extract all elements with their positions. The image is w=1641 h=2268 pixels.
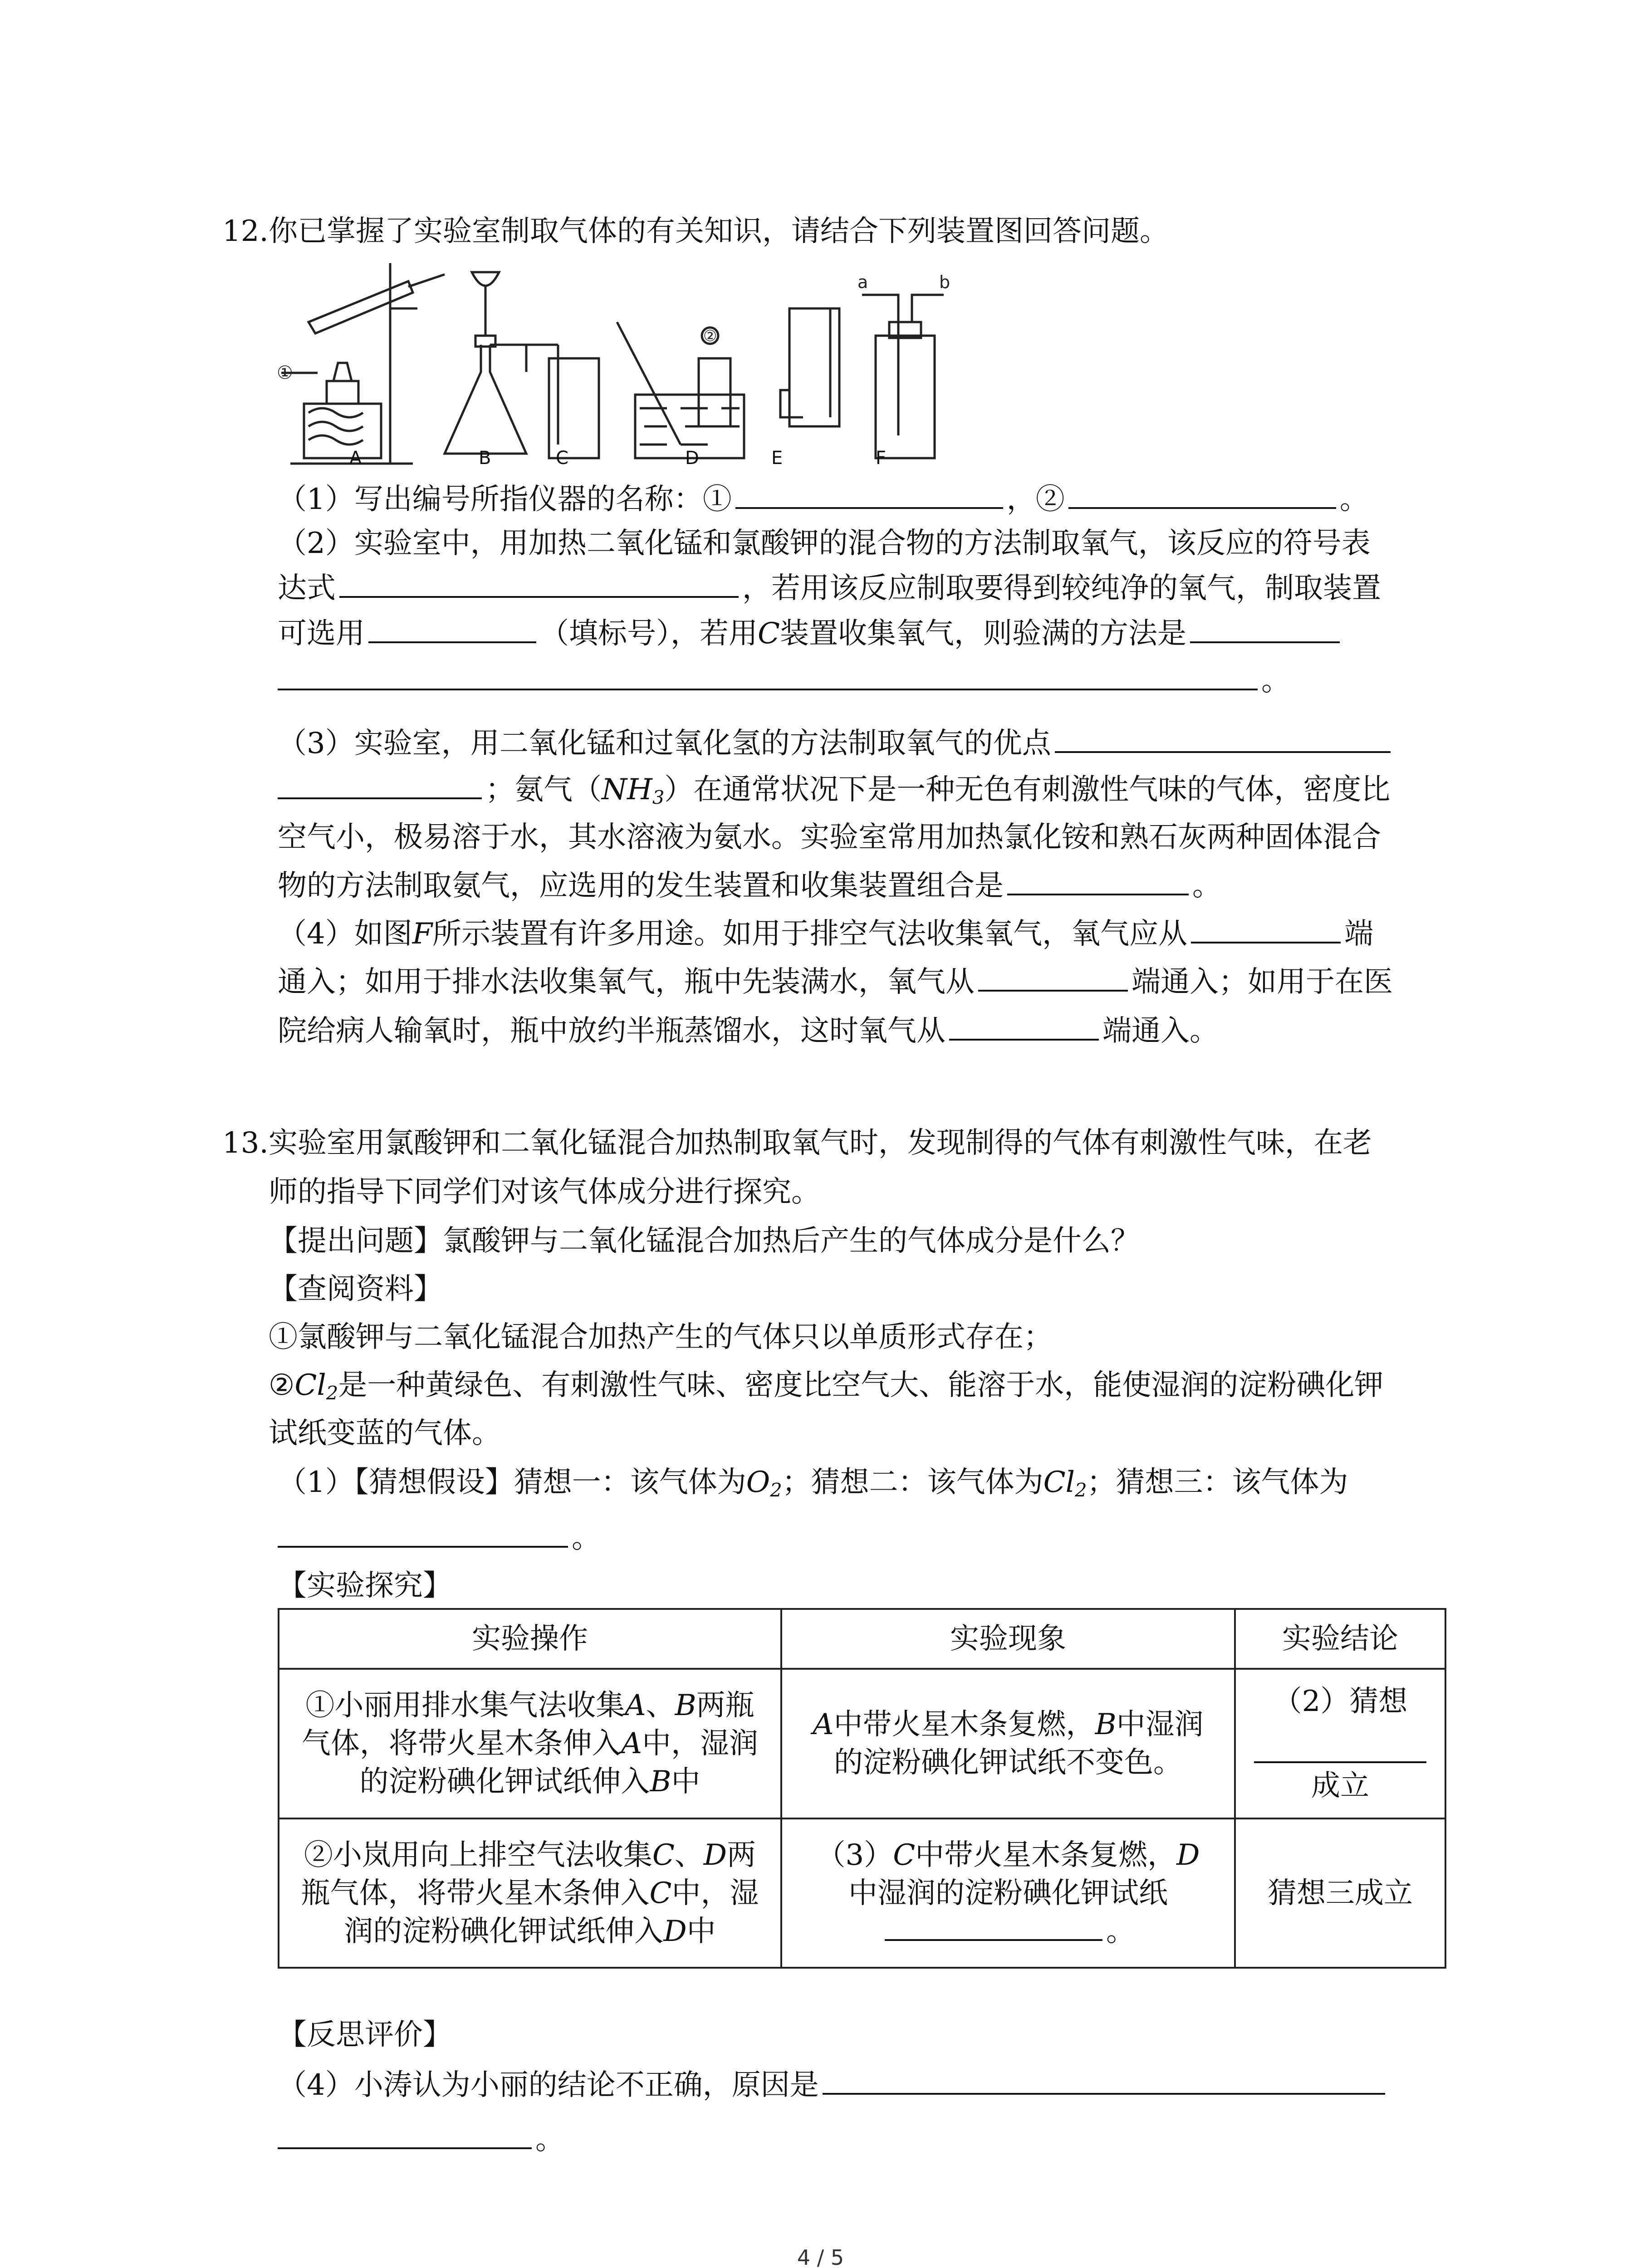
table-cell-operation: ①小丽用排水集气法收集A、B两瓶 气体，将带火星木条伸入A中，湿润 的淀粉碘化钾试纸伸入B中 <box>279 1669 781 1818</box>
q12-part2-line4: 。 <box>278 662 1290 699</box>
answer-blank[interactable] <box>978 963 1128 992</box>
table-cell-phenomenon: A中带火星木条复燃，B中湿润 的淀粉碘化钾试纸不变色。 <box>781 1669 1235 1818</box>
table-row <box>279 1818 1445 1968</box>
answer-blank[interactable] <box>339 570 739 598</box>
table-header: 实验操作 <box>279 1609 781 1669</box>
answer-blank[interactable] <box>885 1916 1102 1941</box>
q13-reference-1: ①氯酸钾与二氧化锰混合加热产生的气体只以单质形式存在； <box>269 1320 1053 1354</box>
port-a-label: a <box>857 272 868 292</box>
q13-line1: 13.实验室用氯酸钾和二氧化锰混合加热制取氧气时，发现制得的气体有刺激性气味，在老 <box>222 1125 1372 1161</box>
table-row <box>279 1669 1445 1818</box>
apparatus-label-a: A <box>349 448 362 469</box>
table-header: 实验结论 <box>1235 1609 1445 1669</box>
q12-part2-line1: （2）实验室中，用加热二氧化锰和氯酸钾的混合物的方法制取氧气，该反应的符号表 <box>278 527 1371 560</box>
answer-blank[interactable] <box>1191 915 1341 943</box>
q13-part4-cont: 。 <box>278 2121 564 2158</box>
q13-heading-reference: 【查阅资料】 <box>269 1272 443 1306</box>
apparatus-b <box>445 272 526 454</box>
marker-2: ② <box>703 327 717 345</box>
q13-heading-reflection: 【反思评价】 <box>278 2018 452 2052</box>
q12-part3-line2: ；氨气$(NH_3)$在通常状况下是一种无色有刺激性气味的气体，密度比 <box>278 771 1390 816</box>
q13-reference-2: $②Cl_2$是一种黄绿色、有刺激性气味、密度比空气大、能溶于水，能使湿润的淀粉碘化钾 <box>269 1369 1384 1404</box>
answer-blank[interactable] <box>1254 1739 1426 1763</box>
answer-blank[interactable] <box>823 2067 1385 2095</box>
answer-blank[interactable] <box>278 2121 532 2149</box>
q12-number: 12. <box>222 215 269 248</box>
answer-blank[interactable] <box>1055 725 1391 753</box>
apparatus-a <box>277 263 445 464</box>
q13-reference-2-cont: 试纸变蓝的气体。 <box>269 1417 501 1450</box>
answer-blank[interactable] <box>1190 615 1340 643</box>
apparatus-e <box>780 308 839 426</box>
table-cell-phenomenon: （3）C中带火星木条复燃，D 中湿润的淀粉碘化钾试纸 。 <box>781 1818 1235 1968</box>
apparatus-label-b: B <box>479 448 491 469</box>
experiment-table <box>278 1608 1446 1969</box>
q12-part4-line2: 通入；如用于排水法收集氧气，瓶中先装满水，氧气从 端通入；如用于在医 <box>278 963 1393 1000</box>
apparatus-d <box>617 322 744 458</box>
page-number: 4 / 5 <box>797 2245 844 2268</box>
answer-blank[interactable] <box>368 615 536 643</box>
answer-blank[interactable] <box>1068 481 1336 509</box>
q13-part1-answer: 。 <box>278 1520 601 1556</box>
apparatus-label-d: D <box>685 448 699 469</box>
q13-line2: 师的指导下同学们对该气体成分进行探究。 <box>269 1175 820 1209</box>
table-cell-conclusion: 猜想三成立 <box>1235 1818 1445 1968</box>
q12-part3-line4: 物的方法制取氨气，应选用的发生装置和收集装置组合是 。 <box>278 867 1221 904</box>
answer-blank[interactable] <box>949 1012 1099 1041</box>
q12-stem: 12.你已掌握了实验室制取气体的有关知识，请结合下列装置图回答问题。 <box>222 213 1169 249</box>
answer-blank[interactable] <box>278 662 1258 690</box>
q12-part2-line3: 可选用 （填标号），若用C装置收集氧气，则验满的方法是 <box>278 615 1343 652</box>
q13-part4: （4）小涛认为小丽的结论不正确，原因是 <box>278 2067 1389 2103</box>
table-header: 实验现象 <box>781 1609 1235 1669</box>
apparatus-f <box>857 272 950 458</box>
answer-blank[interactable] <box>1007 867 1189 895</box>
answer-blank[interactable] <box>278 771 482 799</box>
apparatus-label-f: F <box>876 448 887 469</box>
q12-part3-line3: 空气小，极易溶于水，其水溶液为氨水。实验室常用加热氯化铵和熟石灰两种固体混合 <box>278 821 1381 854</box>
table-cell-conclusion: （2）猜想 成立 <box>1235 1669 1445 1818</box>
q13-part1: （1）【猜想假设】猜想一：该气体为$O_2$；猜想二：该气体为$Cl_2$；猜想三：该气体为 <box>278 1466 1348 1501</box>
answer-blank[interactable] <box>735 481 1003 509</box>
apparatus-label-c: C <box>556 448 568 469</box>
answer-blank[interactable] <box>278 1520 568 1548</box>
apparatus-figure <box>272 254 980 472</box>
marker-1: ① <box>277 362 293 383</box>
q12-part2-line2: 达式 ，若用该反应制取要得到较纯净的氧气，制取装置 <box>278 570 1381 606</box>
apparatus-label-e: E <box>771 448 783 469</box>
q13-heading-experiment: 【实验探究】 <box>278 1569 452 1603</box>
q13-number: 13. <box>222 1126 269 1160</box>
q13-heading-question: 【提出问题】氯酸钾与二氧化锰混合加热后产生的气体成分是什么？ <box>269 1224 1140 1258</box>
port-b-label: b <box>939 272 950 292</box>
q12-part1: （1）写出编号所指仪器的名称：① ，② 。 <box>278 481 1369 518</box>
q12-part4-line3: 院给病人输氧时，瓶中放约半瓶蒸馏水，这时氧气从 端通入。 <box>278 1012 1219 1049</box>
table-cell-operation: ②小岚用向上排空气法收集C、D两 瓶气体，将带火星木条伸入C中，湿 润的淀粉碘化钾试纸伸入D中 <box>279 1818 781 1968</box>
q12-part3-line1: （3）实验室，用二氧化锰和过氧化氢的方法制取氧气的优点 <box>278 725 1394 762</box>
q12-part4-line1: （4）如图F所示装置有许多用途。如用于排空气法收集氧气，氧气应从 端 <box>278 915 1373 952</box>
